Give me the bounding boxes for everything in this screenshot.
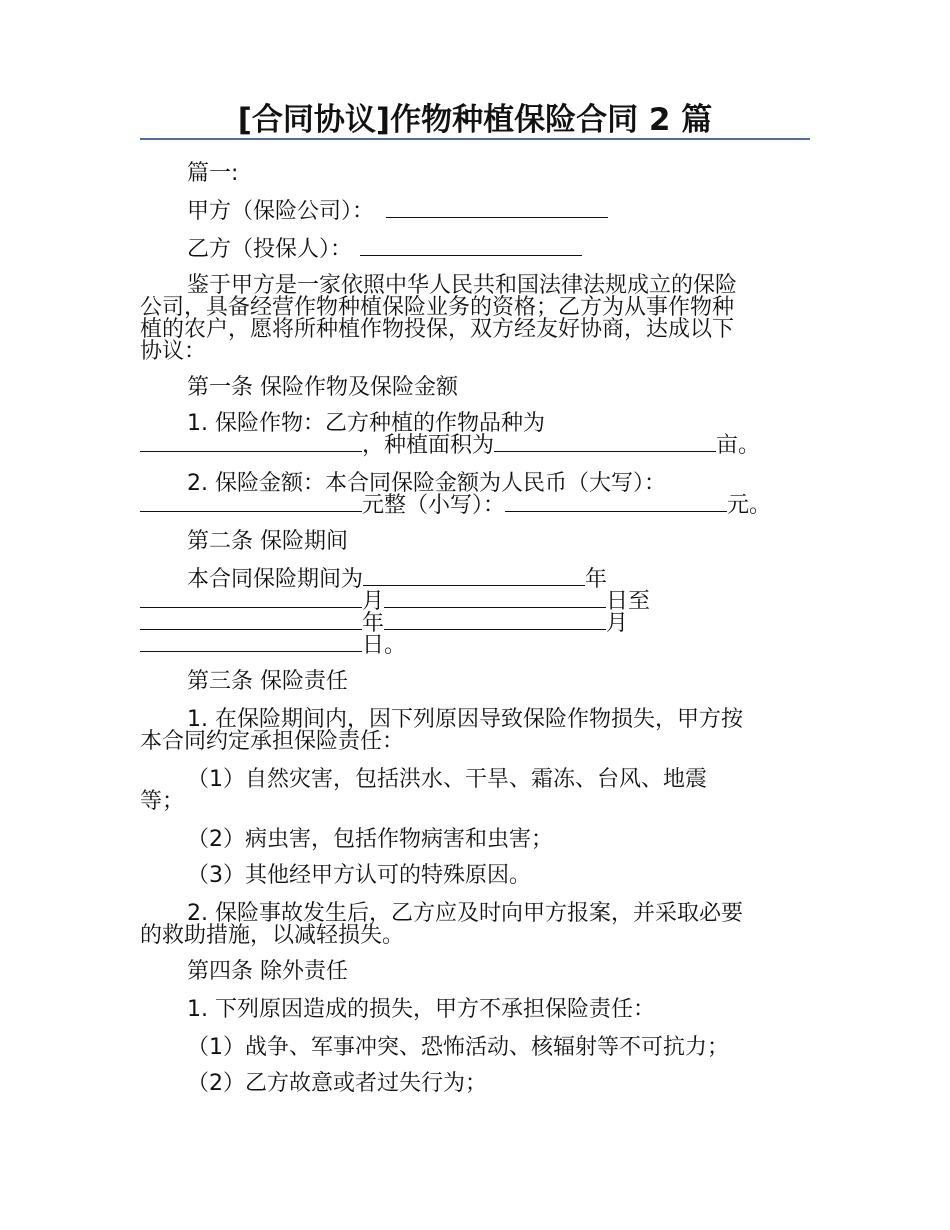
list-item: （3）其他经甲方认可的特殊原因。 [187, 863, 531, 888]
clause-line: 1. 下列原因造成的损失，甲方不承担保险责任： [187, 997, 655, 1022]
party-b-line [187, 238, 582, 262]
clause-text: 元整（小写）： [362, 493, 506, 518]
clause-text: 日。 [362, 633, 407, 658]
clause-text: 日至 [606, 589, 651, 614]
list-item: 等； [140, 789, 185, 814]
clause-line [187, 568, 607, 592]
amount-upper-blank [140, 494, 362, 512]
clause-text: 亩。 [716, 433, 761, 458]
clause-text: 月 [362, 589, 385, 614]
clause-line [140, 590, 650, 614]
date-blank [384, 590, 606, 608]
title-underline [140, 138, 810, 140]
party-b-blank [360, 238, 582, 256]
clause-text: ，种植面积为 [362, 433, 495, 458]
clause-text: 月 [606, 611, 629, 636]
article-heading: 第四条 除外责任 [187, 959, 348, 984]
amount-lower-blank [505, 494, 727, 512]
preamble-line: 协议： [140, 339, 207, 364]
party-a-line [187, 200, 608, 224]
preamble-line: 公司，具备经营作物种植保险业务的资格；乙方为从事作物种 [140, 295, 735, 320]
list-item: （2）乙方故意或者过失行为； [187, 1071, 487, 1096]
clause-line: 本合同约定承担保险责任： [140, 729, 405, 754]
preamble-line: 鉴于甲方是一家依照中华人民共和国法律法规成立的保险 [187, 273, 738, 298]
date-blank [140, 612, 362, 630]
date-blank [384, 612, 606, 630]
date-blank [363, 568, 585, 586]
clause-text: 元。 [727, 493, 772, 518]
list-item: （1）自然灾害，包括洪水、干旱、霜冻、台风、地震 [187, 767, 707, 792]
preamble-line: 植的农户，愿将所种植作物投保，双方经友好协商，达成以下 [140, 317, 735, 342]
clause-line: 1. 保险作物：乙方种植的作物品种为 [187, 411, 545, 436]
article-heading: 第二条 保险期间 [187, 529, 348, 554]
clause-line: 1. 在保险期间内，因下列原因导致保险作物损失，甲方按 [187, 707, 743, 732]
clause-line: 2. 保险金额：本合同保险金额为人民币（大写）： [187, 471, 666, 496]
list-item: （2）病虫害，包括作物病害和虫害； [187, 827, 553, 852]
clause-line [140, 434, 760, 458]
area-blank [494, 434, 716, 452]
clause-text: 年 [585, 567, 608, 592]
clause-text: 年 [362, 611, 385, 636]
clause-line: 的救助措施，以减轻损失。 [140, 923, 405, 948]
clause-line [140, 634, 406, 658]
party-a-blank [386, 200, 608, 218]
list-item: （1）战争、军事冲突、恐怖活动、核辐射等不可抗力； [187, 1035, 729, 1060]
article-heading: 第一条 保险作物及保险金额 [187, 375, 458, 400]
document-title: [合同协议]作物种植保险合同 2 篇 [237, 102, 713, 138]
date-blank [140, 634, 362, 652]
party-b-label: 乙方（投保人）： [187, 237, 353, 262]
clause-line: 2. 保险事故发生后，乙方应及时向甲方报案，并采取必要 [187, 901, 743, 926]
clause-text: 本合同保险期间为 [187, 567, 364, 592]
crop-blank [140, 434, 362, 452]
date-blank [140, 590, 362, 608]
article-heading: 第三条 保险责任 [187, 669, 348, 694]
party-a-label: 甲方（保险公司）： [187, 199, 375, 224]
section-label: 篇一: [187, 161, 239, 186]
clause-line [140, 494, 771, 518]
